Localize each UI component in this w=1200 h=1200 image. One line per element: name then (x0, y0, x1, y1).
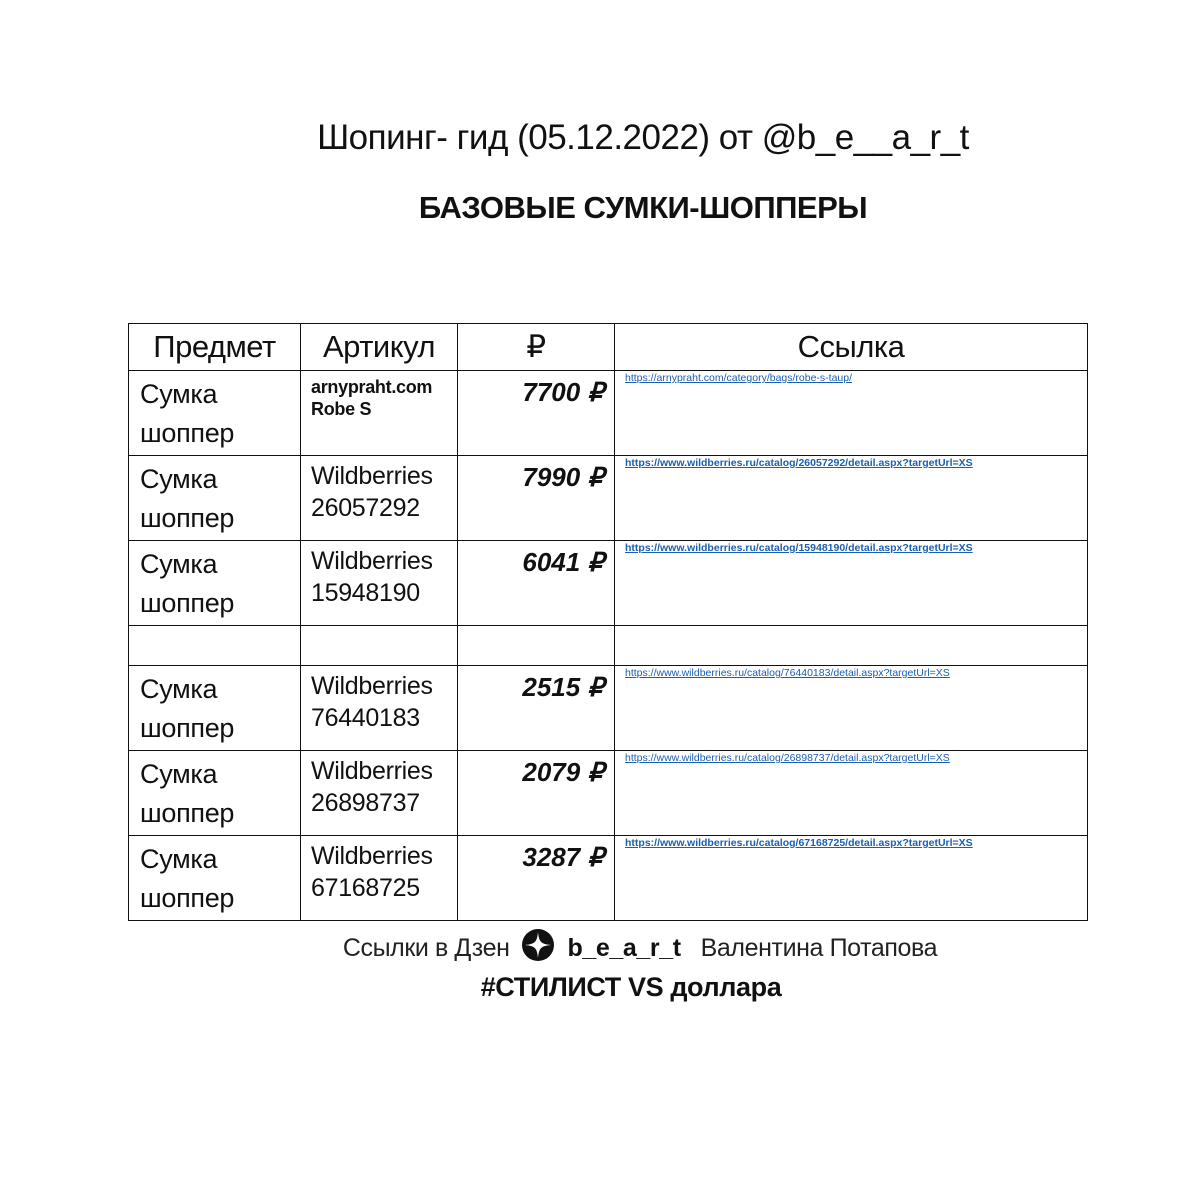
article-cell: Wildberries 26898737 (301, 751, 458, 836)
price-cell: 3287 ₽ (458, 836, 615, 921)
footer-credits (0, 928, 1200, 969)
table-row (129, 836, 1088, 921)
article-cell: Wildberries 76440183 (301, 666, 458, 751)
link-cell (615, 541, 1088, 626)
product-link[interactable]: https://www.wildberries.ru/catalog/67168725/detail.aspx?targetUrl=XS (625, 837, 973, 849)
item-cell: Сумка шоппер (129, 371, 301, 456)
product-link[interactable]: https://www.wildberries.ru/catalog/26898737/detail.aspx?targetUrl=XS (625, 752, 950, 764)
footer-tagline: #СТИЛИСТ VS доллара (480, 972, 782, 1002)
link-cell (615, 836, 1088, 921)
article-cell: arnypraht.com Robe S (301, 371, 458, 456)
table-row (129, 751, 1088, 836)
zen-logo-icon (521, 928, 555, 969)
footer-author: Валентина Потапова (700, 934, 938, 962)
table-row (129, 666, 1088, 751)
link-cell (615, 456, 1088, 541)
item-cell: Сумка шоппер (129, 751, 301, 836)
column-header-price: ₽ (458, 324, 615, 371)
item-cell: Сумка шоппер (129, 456, 301, 541)
table-row (129, 541, 1088, 626)
price-cell: 2515 ₽ (458, 666, 615, 751)
empty-cell (301, 626, 458, 666)
product-link[interactable]: https://www.wildberries.ru/catalog/26057292/detail.aspx?targetUrl=XS (625, 457, 973, 469)
price-cell: 2079 ₽ (458, 751, 615, 836)
column-header-item: Предмет (129, 324, 301, 371)
table-row (129, 456, 1088, 541)
article-cell: Wildberries 15948190 (301, 541, 458, 626)
link-cell (615, 751, 1088, 836)
column-header-link: Ссылка (615, 324, 1088, 371)
table-row (129, 371, 1088, 456)
article-cell: Wildberries 67168725 (301, 836, 458, 921)
product-link[interactable]: https://www.wildberries.ru/catalog/76440183/detail.aspx?targetUrl=XS (625, 667, 950, 679)
table-header-row (129, 324, 1088, 371)
link-cell (615, 666, 1088, 751)
table-row (129, 626, 1088, 666)
price-cell: 6041 ₽ (458, 541, 615, 626)
item-cell: Сумка шоппер (129, 666, 301, 751)
article-cell: Wildberries 26057292 (301, 456, 458, 541)
product-link[interactable]: https://arnypraht.com/category/bags/robe-s-taup/ (625, 372, 853, 384)
footer-handle: b_e_a_r_t (567, 934, 681, 962)
column-header-article: Артикул (301, 324, 458, 371)
price-cell: 7990 ₽ (458, 456, 615, 541)
empty-cell (615, 626, 1088, 666)
product-link[interactable]: https://www.wildberries.ru/catalog/15948190/detail.aspx?targetUrl=XS (625, 542, 973, 554)
footer-links-label: Ссылки в Дзен (342, 934, 510, 962)
price-cell: 7700 ₽ (458, 371, 615, 456)
page-title: Шопинг- гид (05.12.2022) от @b_e__a_r_t (317, 118, 969, 157)
products-table (128, 323, 1088, 921)
page-subtitle: БАЗОВЫЕ СУМКИ-ШОППЕРЫ (418, 190, 868, 225)
item-cell: Сумка шоппер (129, 541, 301, 626)
empty-cell (458, 626, 615, 666)
empty-cell (129, 626, 301, 666)
link-cell (615, 371, 1088, 456)
item-cell: Сумка шоппер (129, 836, 301, 921)
